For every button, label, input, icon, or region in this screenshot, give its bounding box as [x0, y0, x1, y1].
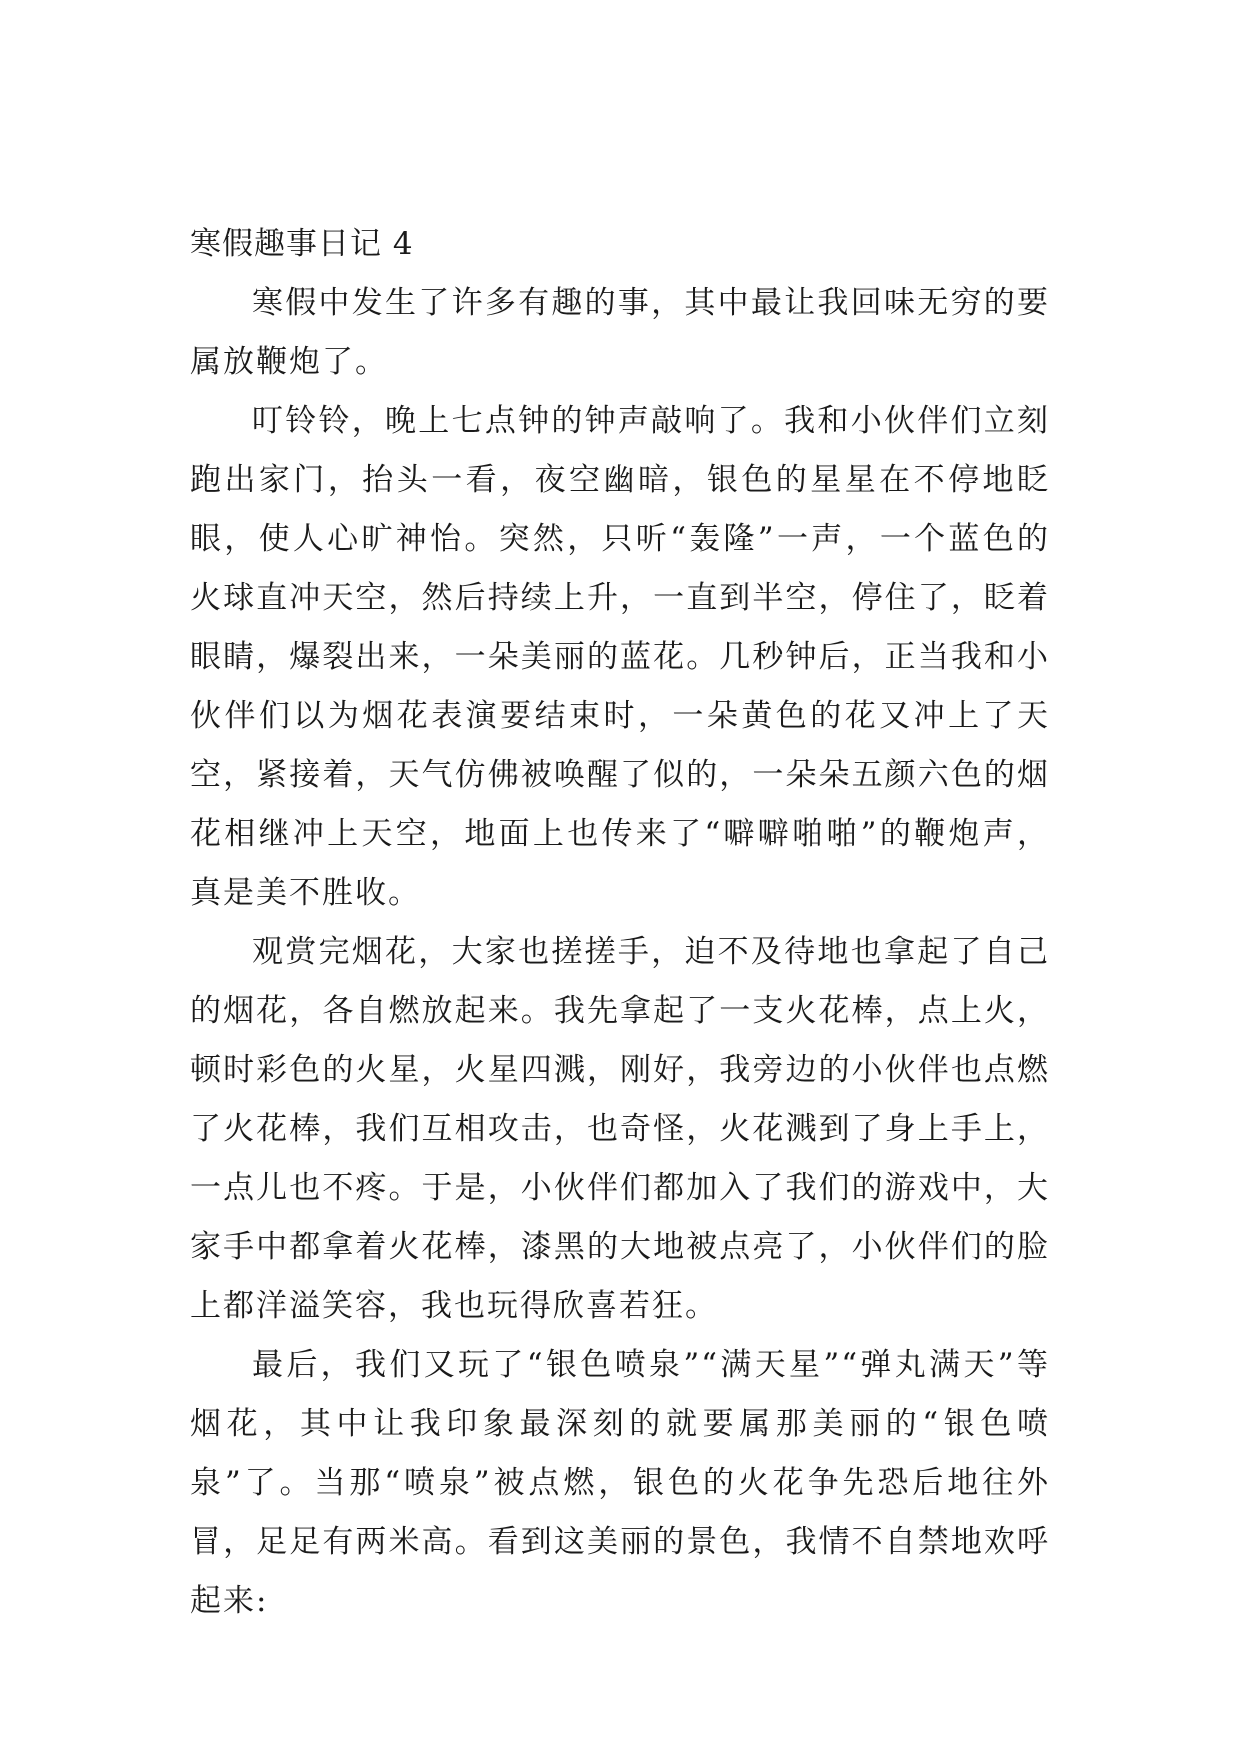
paragraph-fireworks-show: 叮铃铃，晚上七点钟的钟声敲响了。我和小伙伴们立刻跑出家门，抬头一看，夜空幽暗，银色的星星在不停地眨眼，使人心旷神怡。突然，只听“轰隆”一声，一个蓝色的火球直冲天空，然后持续上升，一直到半空，停住了，眨着眼睛，爆裂出来，一朵美丽的蓝花。几秒钟后，正当我和小伙伴们以为烟花表演要结束时，一朵黄色的花又冲上了天空，紧接着，天气仿佛被唤醒了似的，一朵朵五颜六色的烟花相继冲上天空，地面上也传来了“噼噼啪啪”的鞭炮声，真是美不胜收。	[190, 403, 1050, 911]
paragraph-sparklers: 观赏完烟花，大家也搓搓手，迫不及待地也拿起了自己的烟花，各自燃放起来。我先拿起了一支火花棒，点上火，顿时彩色的火星，火星四溅，刚好，我旁边的小伙伴也点燃了火花棒，我们互相攻击，也奇怪，火花溅到了身上手上，一点儿也不疼。于是，小伙伴们都加入了我们的游戏中，大家手中都拿着火花棒，漆黑的大地被点亮了，小伙伴们的脸上都洋溢笑容，我也玩得欣喜若狂。	[190, 934, 1050, 1324]
document-body	[190, 214, 1050, 1631]
paragraph-silver-fountain: 最后，我们又玩了“银色喷泉”“满天星”“弹丸满天”等烟花，其中让我印象最深刻的就要属那美丽的“银色喷泉”了。当那“喷泉”被点燃，银色的火花争先恐后地往外冒，足足有两米高。看到这美丽的景色，我情不自禁地欢呼起来:	[190, 1347, 1050, 1619]
document-title: 寒假趣事日记 4	[190, 226, 414, 262]
paragraph-intro: 寒假中发生了许多有趣的事，其中最让我回味无穷的要属放鞭炮了。	[190, 285, 1050, 380]
